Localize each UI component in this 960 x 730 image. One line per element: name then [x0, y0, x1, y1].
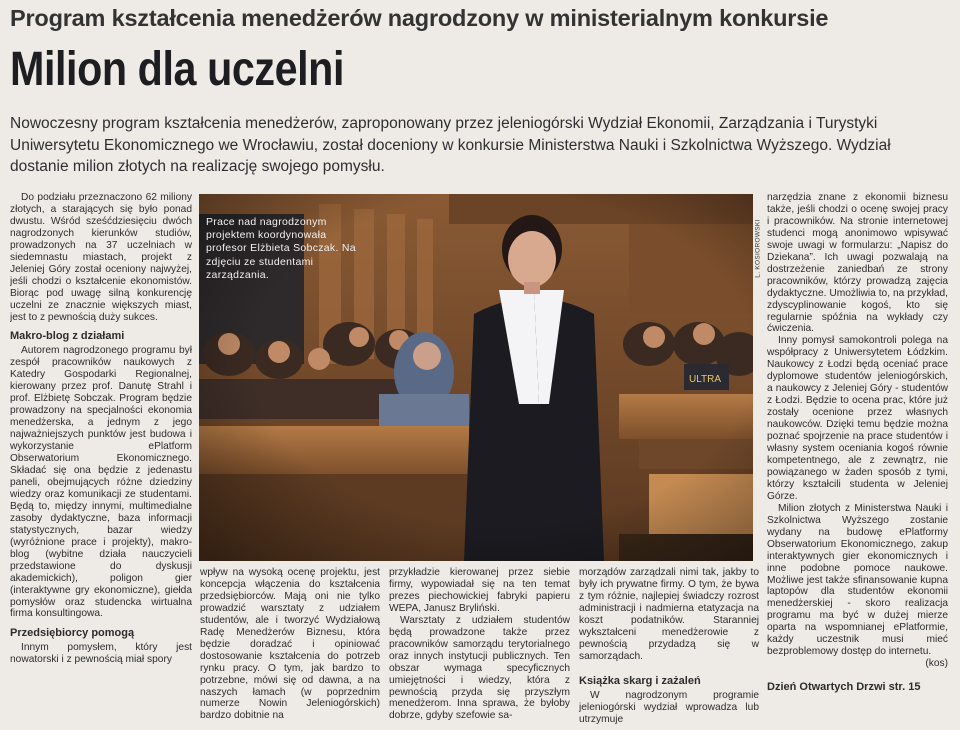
paragraph: Inny pomysł samokontroli polega na współpracy z Uniwersytetem Łódzkim. Naukowcy z Łodzi będą oceniać prace dyplomowe studentów jeleniogórskich, a naukowcy z Jeleniej Góry - studentów z Łodzi. Będzie to ocena prac, które już zostały ocenione przez własnych naukowców. Dzięki temu będzie można poznać spojrzenie na prace studentów i własny system oceniania kogoś równie kompetentnego, ale z zewnątrz, nie powiązanego w żaden sposób z tymi, którzy kształcili studenta w Jeleniej Górze. — [767, 335, 948, 502]
article-kicker: Program kształcenia menedżerów nagrodzony w ministerialnym konkursie — [10, 5, 829, 31]
subheading: Przedsiębiorcy pomogą — [10, 627, 135, 640]
text-column-4 — [579, 567, 759, 730]
paragraph: przykładzie kierowanej przez siebie firmy, wypowiadał się na ten temat prezes piechowickiej fabryki papieru WEPA, Janusz Bryliński. — [389, 567, 570, 614]
paragraph: Warsztaty z udziałem studentów będą prowadzone także przez pracowników samorządu terytorialnego oraz innych instytucji publicznych. Ten obszar wymaga specyficznych umiejętności i wiedzy, która z pewnością przyda się przyszłym menedżerom. Inna sprawa, że byłoby dobrze, gdyby szefowie sa- — [389, 614, 570, 722]
text-column-5 — [767, 192, 948, 730]
photo-caption: Prace nad nagrodzonym projektem koordynowała profesor Elżbieta Sobczak. Na zdjęciu ze studentami zarządzania. — [206, 216, 356, 281]
paragraph: morządów zarządzali nimi tak, jakby to były ich prywatne firmy. O tym, że bywa z tym różnie, najlepiej świadczy rozrost administracji i nadmierna etatyzacja na koszt podatników. Staranniej wykształceni menedżerowie z pewnością przydadzą się w samorządach. — [579, 567, 759, 662]
photo-credit: L. KOSIOROWSKI — [754, 219, 762, 278]
text-column-1 — [10, 192, 192, 730]
paragraph: Innym pomysłem, który jest nowatorski i z pewnością miał spory — [10, 642, 192, 666]
subheading: Makro-blog z działami — [10, 330, 125, 343]
text-column-2 — [200, 567, 380, 730]
paragraph: narzędzia znane z ekonomii biznesu także, jeśli chodzi o ocenę swojej pracy i pracowników. Na stronie internetowej studenci mogą anonimowo wpisywać swoje uwagi w formularzu: „Napisz do Dziekana”. Ich uwagi pozwalają na dostrzeżenie zaniedbań ze strony pracowników, którzy prowadzą zajęcia dydaktyczne. Umożliwia to, na przykład, zdyscyplinowanie kogoś, kto się regularnie spóźnia na wykłady czy ćwiczenia. — [767, 192, 948, 335]
author-signature: (kos) — [925, 658, 948, 670]
article-lead: Nowoczesny program kształcenia menedżerów, zaproponowany przez jeleniogórski Wydział Ekonomii, Zarządzania i Turystyki Uniwersytetu Ekonomicznego we Wrocławiu, został doceniony w konkursie Ministerstwa Nauki i Szkolnictwa Wyższego. Wydział dostanie milion złotych na realizację swojego pomysłu. — [10, 115, 891, 175]
paragraph: Milion złotych z Ministerstwa Nauki i Szkolnictwa Wyższego zostanie wydany na budowę ePlatformy Obserwatorium Ekonomicznego, zakup interaktywnych gier ekonomicznych i inne podobne pomoce naukowe. Możliwe jest także sfinansowanie kupna laptopów dla studentów ekonomii menedżerskiej - skoro realizacja programu ma być w dużej mierze oparta na wspomnianej ePlatformie, każdy uczestnik musi mieć bezproblemowy dostęp do internetu. — [767, 502, 948, 658]
paragraph: Do podziału przeznaczono 62 miliony złotych, a starających się było ponad dwustu. Wśród sześćdziesięciu dwóch nagrodzonych kierunków studiów, prowadzonych na 37 uczelniach w siedemnastu miastach, projekt z Jeleniej Góry został oceniony najwyżej, jeśli chodzi o kształcenie ekonomistów. Biorąc pod uwagę silną konkurencję uczelni ze znacznie większych miast, jest to z pewnością duży sukces. — [10, 192, 192, 323]
paragraph: Autorem nagrodzonego programu był zespół pracowników naukowych z Katedry Gospodarki Regionalnej, kierowany przez prof. Danutę Strahl i prof. Elżbietę Sobczak. Program będzie prowadzony na specjalności ekonomia menedżerska, a jednym z jego najważniejszych punktów jest budowa i wykorzystanie ePlatform Obserwatorium Ekonomicznego. Składać się ona będzie z jedenastu paneli, obejmujących różne dziedziny wiedzy oraz komunikacji ze studentami. Będą to, między innymi, multimedialne zasoby dydaktyczne, baza informacji statystycznych, bazar wiedzy (wyróżnione prace i projekty), makro-blog (wybitne działa nauczycieli przedstawione do dyskusji akademickich), poligon gier (interaktywne gry ekonomiczne), giełda pomysłów oraz studencka wirtualna firma konsultingowa. — [10, 345, 192, 620]
paragraph: W nagrodzonym programie jeleniogórski wydział wprowadza lub utrzymuje — [579, 689, 759, 725]
text-column-3 — [389, 567, 570, 730]
subheading: Książka skarg i zażaleń — [579, 674, 701, 687]
continuation-reference: Dzień Otwartych Drzwi str. 15 — [767, 681, 921, 694]
paragraph: wpływ na wysoką ocenę projektu, jest koncepcja włączenia do kształcenia przedsiębiorców. Mają oni nie tylko prowadzić warsztaty z udziałem studentów, ale i tworzyć Wydziałową Radę Menedżerów Biznesu, która będzie doradzać i opiniować dostosowanie kształcenia do potrzeb rynku pracy. O tym, jak bardzo to potrzebne, mówi się od dawna, a na naszych łamach (w poprzednim numerze Nowin Jeleniogórskich) bardzo dobitnie na — [200, 567, 380, 722]
article-headline: Milion dla uczelni — [10, 43, 344, 96]
